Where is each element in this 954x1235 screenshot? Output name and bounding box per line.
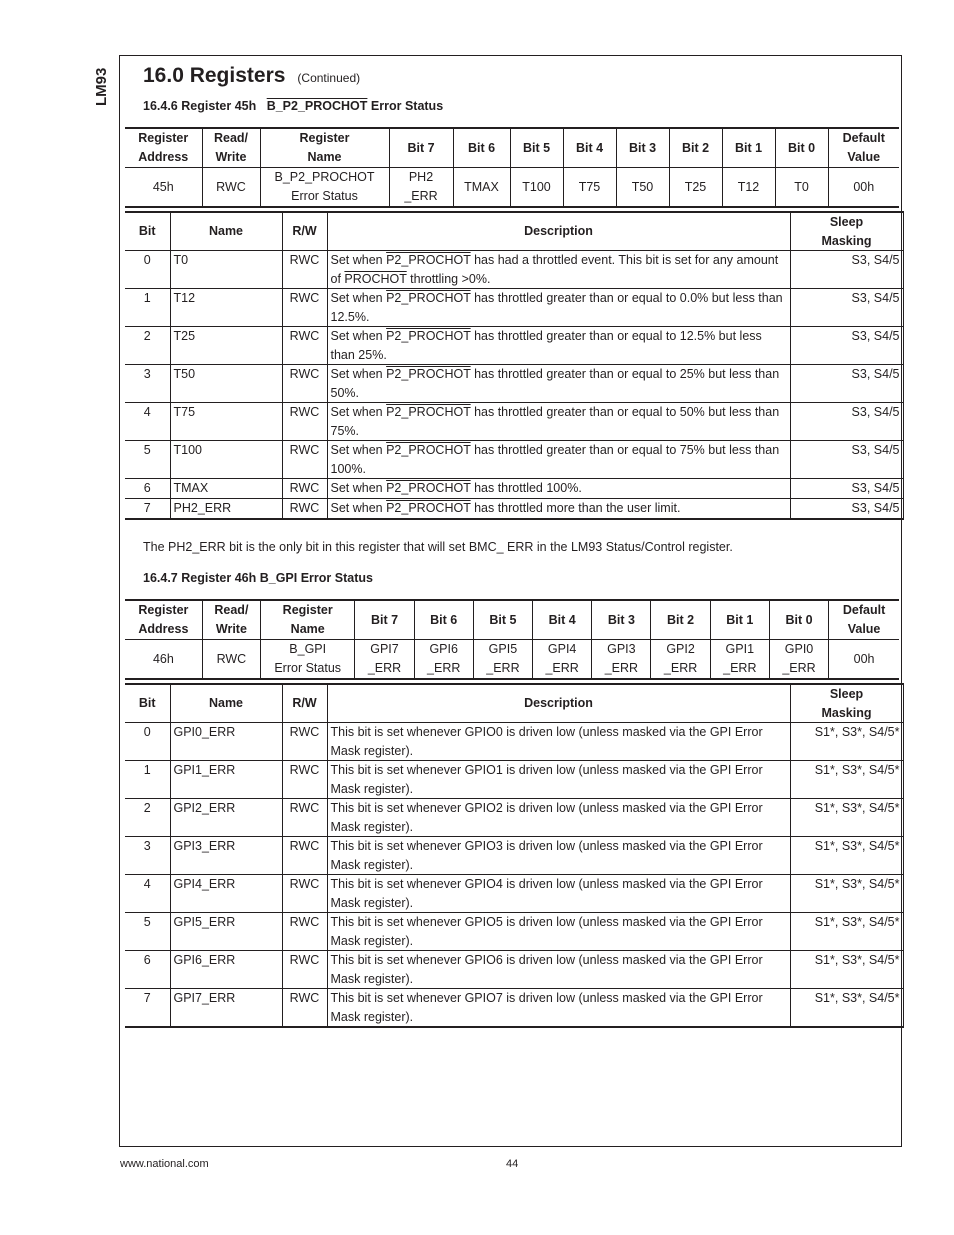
cell-line: B_P2_PROCHOT bbox=[274, 170, 375, 184]
heading-register-name: B_P2_PROCHOT bbox=[266, 99, 368, 113]
summary-header-cell bbox=[389, 128, 453, 168]
summary-header-cell bbox=[125, 128, 202, 168]
cell-line: Bit 3 bbox=[607, 612, 635, 627]
bit-description bbox=[327, 499, 790, 520]
sleep-header-line1: Sleep bbox=[829, 687, 864, 701]
summary-header-cell bbox=[473, 600, 532, 640]
description-text: Set when bbox=[330, 367, 387, 381]
description-text: Set when bbox=[330, 291, 387, 305]
bit-rw: RWC bbox=[282, 365, 327, 403]
cell-line: Bit 2 bbox=[681, 140, 710, 155]
cell-line: _ERR bbox=[663, 661, 698, 675]
bit-sleep-masking: S1*, S3*, S4/5* bbox=[790, 837, 903, 875]
summary-value-cell bbox=[202, 640, 260, 680]
summary-header-cell bbox=[592, 600, 651, 640]
col-description-header: Description bbox=[327, 684, 790, 723]
cell-line: Read/ bbox=[213, 131, 249, 145]
bit-name: GPI7_ERR bbox=[170, 989, 282, 1028]
description-text: This bit is set whenever GPIO6 is driven low (unless masked via the GPI Error Mask register). bbox=[330, 953, 763, 986]
register-46h-bit-table bbox=[125, 683, 904, 1028]
summary-value-cell bbox=[710, 640, 769, 680]
summary-value-cell bbox=[769, 640, 828, 680]
col-description-header: Description bbox=[327, 212, 790, 251]
bit-sleep-masking: S3, S4/5 bbox=[790, 403, 903, 441]
bit-number: 1 bbox=[125, 289, 170, 327]
register-46h-heading: 16.4.7 Register 46h B_GPI Error Status bbox=[143, 571, 373, 585]
bit-rw: RWC bbox=[282, 479, 327, 499]
bit-rw: RWC bbox=[282, 837, 327, 875]
summary-value-cell bbox=[533, 640, 592, 680]
summary-header-cell bbox=[669, 128, 722, 168]
cell-line: Write bbox=[215, 150, 247, 164]
cell-line: T100 bbox=[522, 179, 551, 194]
bit-name: GPI6_ERR bbox=[170, 951, 282, 989]
bit-sleep-masking: S3, S4/5 bbox=[790, 365, 903, 403]
cell-line: T50 bbox=[631, 179, 654, 194]
bit-row bbox=[125, 837, 903, 875]
cell-line: _ERR bbox=[367, 661, 402, 675]
bit-sleep-masking: S1*, S3*, S4/5* bbox=[790, 989, 903, 1028]
ph2-err-note: The PH2_ERR bit is the only bit in this register that will set BMC_ ERR in the LM93 Status/Control register. bbox=[143, 540, 733, 554]
cell-line: GPI7 bbox=[370, 642, 399, 656]
summary-value-cell bbox=[414, 640, 473, 680]
cell-line: Value bbox=[847, 150, 881, 164]
summary-value-cell bbox=[651, 640, 710, 680]
bit-number: 3 bbox=[125, 837, 170, 875]
register-45h-heading bbox=[143, 99, 443, 113]
bit-name: T25 bbox=[170, 327, 282, 365]
description-text: Set when bbox=[330, 253, 387, 267]
cell-line: Bit 1 bbox=[734, 140, 763, 155]
bit-name: T50 bbox=[170, 365, 282, 403]
bit-sleep-masking: S3, S4/5 bbox=[790, 327, 903, 365]
bit-row bbox=[125, 365, 903, 403]
bit-number: 0 bbox=[125, 723, 170, 761]
summary-header-cell bbox=[563, 128, 616, 168]
summary-value-cell bbox=[202, 168, 260, 208]
heading-suffix: Error Status bbox=[370, 99, 444, 113]
active-low-signal: P2_PROCHOT bbox=[386, 443, 471, 457]
summary-header-cell bbox=[355, 600, 414, 640]
bit-description bbox=[327, 441, 790, 479]
cell-line: 45h bbox=[152, 179, 174, 194]
col-bit-header: Bit bbox=[125, 684, 170, 723]
summary-value-cell bbox=[669, 168, 722, 208]
cell-line: Bit 4 bbox=[548, 612, 576, 627]
bit-number: 5 bbox=[125, 913, 170, 951]
bit-rw: RWC bbox=[282, 799, 327, 837]
bit-number: 3 bbox=[125, 365, 170, 403]
cell-line: Bit 7 bbox=[370, 612, 399, 627]
summary-value-cell bbox=[355, 640, 414, 680]
cell-line: GPI1 bbox=[725, 642, 755, 656]
cell-line: Name bbox=[290, 622, 325, 636]
cell-line: T0 bbox=[794, 179, 809, 194]
bit-rw: RWC bbox=[282, 951, 327, 989]
summary-header-cell bbox=[722, 128, 775, 168]
summary-value-cell bbox=[563, 168, 616, 208]
bit-description bbox=[327, 875, 790, 913]
bit-rw: RWC bbox=[282, 913, 327, 951]
description-text: has throttled greater than or equal to 75% but less than 100%. bbox=[330, 443, 780, 476]
bit-sleep-masking: S3, S4/5 bbox=[790, 251, 903, 289]
cell-line: Bit 4 bbox=[575, 140, 604, 155]
part-number-label: LM93 bbox=[93, 67, 110, 106]
bit-name: T75 bbox=[170, 403, 282, 441]
description-text: has throttled greater than or equal to 0.0% but less than 12.5%. bbox=[330, 291, 783, 324]
col-sleep-header bbox=[790, 212, 903, 251]
description-text: Set when bbox=[330, 481, 387, 495]
bit-description bbox=[327, 251, 790, 289]
description-text: This bit is set whenever GPIO4 is driven low (unless masked via the GPI Error Mask register). bbox=[330, 877, 763, 910]
bit-row bbox=[125, 913, 903, 951]
summary-value-cell bbox=[775, 168, 828, 208]
register-45h-summary-table bbox=[125, 127, 899, 208]
cell-line: T12 bbox=[737, 179, 760, 194]
summary-header-row bbox=[125, 600, 899, 640]
summary-value-cell bbox=[592, 640, 651, 680]
bit-description bbox=[327, 761, 790, 799]
description-text: This bit is set whenever GPIO1 is driven low (unless masked via the GPI Error Mask register). bbox=[330, 763, 763, 796]
cell-line: GPI6 bbox=[429, 642, 458, 656]
cell-line: RWC bbox=[216, 651, 247, 666]
col-bit-header: Bit bbox=[125, 212, 170, 251]
col-rw-header: R/W bbox=[282, 212, 327, 251]
bit-row bbox=[125, 723, 903, 761]
bit-row bbox=[125, 499, 903, 520]
bit-name: T0 bbox=[170, 251, 282, 289]
bit-sleep-masking: S1*, S3*, S4/5* bbox=[790, 761, 903, 799]
bit-row bbox=[125, 479, 903, 499]
bit-sleep-masking: S1*, S3*, S4/5* bbox=[790, 799, 903, 837]
bit-description bbox=[327, 327, 790, 365]
page-number: 44 bbox=[506, 1158, 519, 1170]
summary-value-cell bbox=[125, 168, 202, 208]
bit-number: 5 bbox=[125, 441, 170, 479]
bit-number: 6 bbox=[125, 479, 170, 499]
summary-value-cell bbox=[510, 168, 563, 208]
description-text: has throttled greater than or equal to 12.5% but less than 25%. bbox=[330, 329, 762, 362]
bit-rw: RWC bbox=[282, 327, 327, 365]
cell-line: Bit 3 bbox=[628, 140, 657, 155]
cell-line: Bit 7 bbox=[407, 140, 435, 155]
cell-line: Register bbox=[299, 131, 350, 145]
bit-number: 2 bbox=[125, 327, 170, 365]
summary-header-cell bbox=[828, 128, 899, 168]
description-text: throttling >0%. bbox=[406, 271, 491, 286]
cell-line: Value bbox=[847, 622, 881, 636]
cell-line: Bit 6 bbox=[467, 140, 496, 155]
bit-description bbox=[327, 837, 790, 875]
bit-rw: RWC bbox=[282, 499, 327, 520]
cell-line: 00h bbox=[853, 179, 875, 194]
cell-line: Address bbox=[138, 150, 189, 164]
cell-line: Error Status bbox=[274, 661, 342, 675]
cell-line: Bit 5 bbox=[522, 140, 551, 155]
active-low-signal: P2_PROCHOT bbox=[386, 501, 471, 515]
cell-line: Write bbox=[215, 622, 247, 636]
bit-description bbox=[327, 799, 790, 837]
summary-value-row bbox=[125, 640, 899, 680]
bit-row bbox=[125, 875, 903, 913]
bit-row bbox=[125, 403, 903, 441]
bit-sleep-masking: S1*, S3*, S4/5* bbox=[790, 723, 903, 761]
bit-rw: RWC bbox=[282, 289, 327, 327]
summary-value-cell bbox=[261, 640, 355, 680]
bit-row bbox=[125, 951, 903, 989]
summary-header-cell bbox=[710, 600, 769, 640]
bit-description bbox=[327, 365, 790, 403]
cell-line: _ERR bbox=[486, 661, 520, 675]
summary-value-cell bbox=[453, 168, 510, 208]
active-low-signal: P2_PROCHOT bbox=[386, 253, 471, 267]
bit-number: 4 bbox=[125, 875, 170, 913]
cell-line: GPI4 bbox=[547, 642, 577, 656]
bit-sleep-masking: S3, S4/5 bbox=[790, 499, 903, 520]
summary-value-cell bbox=[473, 640, 532, 680]
summary-value-cell bbox=[828, 168, 899, 208]
bit-row bbox=[125, 289, 903, 327]
summary-header-cell bbox=[260, 128, 389, 168]
bit-rw: RWC bbox=[282, 875, 327, 913]
bit-row bbox=[125, 761, 903, 799]
register-46h-summary-table bbox=[125, 599, 899, 680]
cell-line: Bit 0 bbox=[787, 140, 816, 155]
cell-line: Bit 5 bbox=[489, 612, 517, 627]
bit-rw: RWC bbox=[282, 251, 327, 289]
bit-description bbox=[327, 913, 790, 951]
bit-name: T12 bbox=[170, 289, 282, 327]
cell-line: Address bbox=[138, 622, 189, 636]
description-text: This bit is set whenever GPIO7 is driven low (unless masked via the GPI Error Mask register). bbox=[330, 991, 763, 1024]
bit-sleep-masking: S1*, S3*, S4/5* bbox=[790, 913, 903, 951]
cell-line: Bit 0 bbox=[785, 612, 813, 627]
cell-line: Bit 6 bbox=[430, 612, 458, 627]
footer-url: www.national.com bbox=[120, 1158, 209, 1170]
cell-line: _ERR bbox=[545, 661, 579, 675]
description-text: has throttled greater than or equal to 50% but less than 75%. bbox=[330, 405, 780, 438]
description-text: Set when bbox=[330, 329, 387, 343]
bit-rw: RWC bbox=[282, 723, 327, 761]
description-text: Set when bbox=[330, 405, 387, 419]
active-low-signal: P2_PROCHOT bbox=[386, 367, 471, 381]
cell-line: B_GPI bbox=[289, 642, 327, 656]
description-text: Set when bbox=[330, 501, 387, 515]
bit-sleep-masking: S1*, S3*, S4/5* bbox=[790, 951, 903, 989]
bit-sleep-masking: S3, S4/5 bbox=[790, 289, 903, 327]
cell-line: T25 bbox=[684, 179, 707, 194]
bit-number: 1 bbox=[125, 761, 170, 799]
bit-rw: RWC bbox=[282, 761, 327, 799]
summary-value-row bbox=[125, 168, 899, 208]
bit-sleep-masking: S3, S4/5 bbox=[790, 479, 903, 499]
summary-header-cell bbox=[202, 600, 260, 640]
bit-number: 7 bbox=[125, 499, 170, 520]
sleep-header-line1: Sleep bbox=[829, 215, 864, 229]
bit-name: GPI3_ERR bbox=[170, 837, 282, 875]
cell-line: RWC bbox=[216, 179, 246, 194]
cell-line: GPI3 bbox=[607, 642, 636, 656]
bit-number: 4 bbox=[125, 403, 170, 441]
bit-rw: RWC bbox=[282, 989, 327, 1028]
bit-sleep-masking: S1*, S3*, S4/5* bbox=[790, 875, 903, 913]
summary-value-cell bbox=[260, 168, 389, 208]
summary-header-cell bbox=[125, 600, 202, 640]
description-text: has throttled 100%. bbox=[470, 481, 582, 495]
bit-rw: RWC bbox=[282, 441, 327, 479]
bit-sleep-masking: S3, S4/5 bbox=[790, 441, 903, 479]
summary-header-cell bbox=[261, 600, 355, 640]
cell-line: 00h bbox=[853, 651, 875, 666]
description-text: has throttled more than the user limit. bbox=[470, 501, 681, 515]
active-low-signal: P2_PROCHOT bbox=[386, 329, 471, 343]
cell-line: Register bbox=[282, 603, 333, 617]
cell-line: 46h bbox=[152, 651, 174, 666]
bit-row bbox=[125, 799, 903, 837]
cell-line: _ERR bbox=[427, 661, 461, 675]
description-text: has throttled greater than or equal to 25% but less than 50%. bbox=[330, 367, 780, 400]
bit-number: 6 bbox=[125, 951, 170, 989]
bit-description bbox=[327, 403, 790, 441]
page-title bbox=[143, 64, 360, 88]
cell-line: TMAX bbox=[464, 179, 499, 194]
summary-value-cell bbox=[389, 168, 453, 208]
summary-value-cell bbox=[829, 640, 899, 680]
bit-description bbox=[327, 479, 790, 499]
cell-line: GPI0 bbox=[784, 642, 814, 656]
summary-value-cell bbox=[125, 640, 202, 680]
summary-header-cell bbox=[616, 128, 669, 168]
summary-header-cell bbox=[651, 600, 710, 640]
cell-line: _ERR bbox=[404, 189, 438, 203]
active-low-signal: P2_PROCHOT bbox=[386, 405, 471, 419]
cell-line: Bit 2 bbox=[667, 612, 695, 627]
bit-row bbox=[125, 327, 903, 365]
sleep-header-line2: Masking bbox=[821, 705, 872, 720]
bit-name: TMAX bbox=[170, 479, 282, 499]
summary-header-cell bbox=[533, 600, 592, 640]
summary-header-cell bbox=[414, 600, 473, 640]
cell-line: _ERR bbox=[604, 661, 639, 675]
cell-line: Register bbox=[138, 603, 189, 617]
bit-rw: RWC bbox=[282, 403, 327, 441]
bit-name: GPI2_ERR bbox=[170, 799, 282, 837]
summary-header-row bbox=[125, 128, 899, 168]
summary-header-cell bbox=[510, 128, 563, 168]
summary-value-cell bbox=[616, 168, 669, 208]
active-low-signal: P2_PROCHOT bbox=[386, 481, 471, 495]
summary-value-cell bbox=[722, 168, 775, 208]
heading-prefix: 16.4.6 Register 45h bbox=[143, 99, 257, 113]
bit-row bbox=[125, 251, 903, 289]
section-title: 16.0 Registers bbox=[143, 64, 286, 87]
bit-description bbox=[327, 289, 790, 327]
cell-line: T75 bbox=[578, 179, 601, 194]
description-text: This bit is set whenever GPIO3 is driven low (unless masked via the GPI Error Mask register). bbox=[330, 839, 763, 872]
bit-description bbox=[327, 723, 790, 761]
col-sleep-header bbox=[790, 684, 903, 723]
bit-number: 7 bbox=[125, 989, 170, 1028]
bit-name: GPI5_ERR bbox=[170, 913, 282, 951]
description-text: Set when bbox=[330, 443, 387, 457]
cell-line: Error Status bbox=[291, 189, 358, 203]
description-text: has had a throttled event. This bit is set for any amount of bbox=[330, 253, 779, 286]
cell-line: Read/ bbox=[214, 603, 249, 617]
cell-line: PH2 bbox=[408, 170, 434, 184]
cell-line: _ERR bbox=[723, 661, 757, 675]
bit-description bbox=[327, 951, 790, 989]
bit-description bbox=[327, 989, 790, 1028]
cell-line: GPI5 bbox=[488, 642, 518, 656]
col-name-header: Name bbox=[170, 684, 282, 723]
summary-header-cell bbox=[769, 600, 828, 640]
bit-row bbox=[125, 441, 903, 479]
sleep-header-line2: Masking bbox=[821, 233, 872, 248]
cell-line: Name bbox=[307, 150, 342, 164]
summary-header-cell bbox=[453, 128, 510, 168]
description-text: This bit is set whenever GPIO5 is driven low (unless masked via the GPI Error Mask register). bbox=[330, 915, 763, 948]
active-low-signal: PROCHOT bbox=[344, 271, 407, 286]
bit-number: 2 bbox=[125, 799, 170, 837]
bit-name: GPI0_ERR bbox=[170, 723, 282, 761]
cell-line: GPI2 bbox=[666, 642, 695, 656]
bit-row bbox=[125, 989, 903, 1028]
bit-name: T100 bbox=[170, 441, 282, 479]
bit-name: PH2_ERR bbox=[170, 499, 282, 520]
description-text: This bit is set whenever GPIO2 is driven low (unless masked via the GPI Error Mask register). bbox=[330, 801, 763, 834]
cell-line: Default bbox=[842, 131, 885, 145]
cell-line: _ERR bbox=[782, 661, 816, 675]
cell-line: Register bbox=[138, 131, 189, 145]
cell-line: Default bbox=[842, 603, 886, 617]
col-rw-header: R/W bbox=[282, 684, 327, 723]
bit-number: 0 bbox=[125, 251, 170, 289]
continued-label: (Continued) bbox=[297, 71, 361, 85]
cell-line: Bit 1 bbox=[726, 612, 754, 627]
summary-header-cell bbox=[775, 128, 828, 168]
bit-name: GPI4_ERR bbox=[170, 875, 282, 913]
bit-name: GPI1_ERR bbox=[170, 761, 282, 799]
register-45h-bit-table bbox=[125, 211, 904, 520]
summary-header-cell bbox=[202, 128, 260, 168]
active-low-signal: P2_PROCHOT bbox=[386, 291, 471, 305]
col-name-header: Name bbox=[170, 212, 282, 251]
description-text: This bit is set whenever GPIO0 is driven low (unless masked via the GPI Error Mask register). bbox=[330, 725, 763, 758]
summary-header-cell bbox=[829, 600, 899, 640]
